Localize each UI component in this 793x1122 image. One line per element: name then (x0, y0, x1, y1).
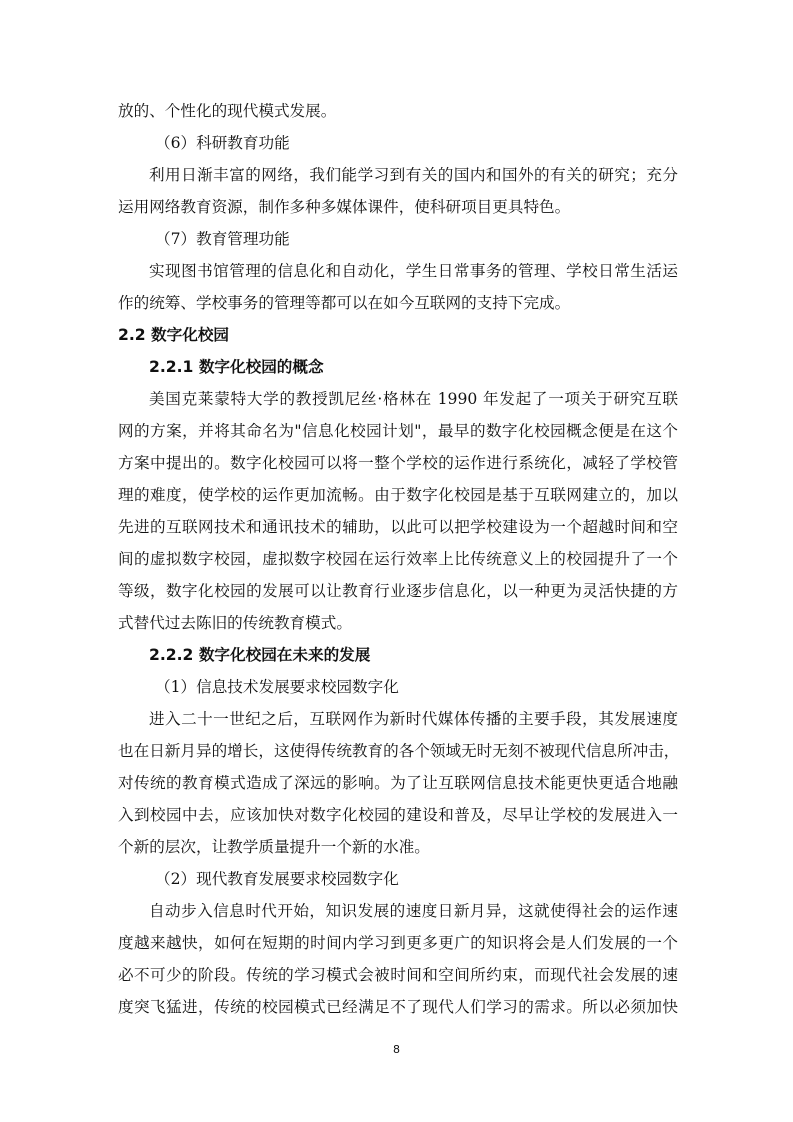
paragraph-line: 度突飞猛进，传统的校园模式已经满足不了现代人们学习的需求。所以必须加快 (118, 998, 678, 1016)
subsection-heading: 2.2.1 数字化校园的概念 (149, 358, 324, 376)
paragraph-line: 放的、个性化的现代模式发展。 (118, 102, 337, 120)
paragraph-line: 先进的互联网技术和通讯技术的辅助，以此可以把学校建设为一个超越时间和空 (118, 518, 678, 536)
paragraph-line: 利用日渐丰富的网络，我们能学习到有关的国内和国外的有关的研究；充分 (149, 166, 678, 184)
list-item-heading: （1）信息技术发展要求校园数字化 (155, 678, 399, 696)
paragraph-line: 个新的层次，让教学质量提升一个新的水准。 (118, 838, 430, 856)
list-item-heading: （2）现代教育发展要求校园数字化 (155, 870, 399, 888)
paragraph-line: 必不可少的阶段。传统的学习模式会被时间和空间所约束，而现代社会发展的速 (118, 966, 678, 984)
subsection-heading: 2.2.2 数字化校园在未来的发展 (149, 646, 371, 664)
paragraph-line: 也在日新月异的增长，这使得传统教育的各个领域无时无刻不被现代信息所冲击， (118, 742, 680, 760)
paragraph-line: 自动步入信息时代开始，知识发展的速度日新月异，这就使得社会的运作速 (149, 902, 678, 920)
paragraph-line: 对传统的教育模式造成了深远的影响。为了让互联网信息技术能更快更适合地融 (118, 774, 678, 792)
paragraph-line: 美国克莱蒙特大学的教授凯尼丝·格林在 1990 年发起了一项关于研究互联 (149, 390, 678, 408)
page-number: 8 (393, 1043, 400, 1056)
list-item-heading: （7）教育管理功能 (155, 230, 290, 248)
paragraph-line: 度越来越快，如何在短期的时间内学习到更多更广的知识将会是人们发展的一个 (118, 934, 678, 952)
paragraph-line: 式替代过去陈旧的传统教育模式。 (118, 614, 352, 632)
paragraph-line: 间的虚拟数字校园，虚拟数字校园在运行效率上比传统意义上的校园提升了一个 (118, 550, 678, 568)
list-item-heading: （6）科研教育功能 (155, 134, 290, 152)
paragraph-line: 方案中提出的。数字化校园可以将一整个学校的运作进行系统化，减轻了学校管 (118, 454, 678, 472)
paragraph-line: 等级，数字化校园的发展可以让教育行业逐步信息化，以一种更为灵活快捷的方 (118, 582, 678, 600)
paragraph-line: 理的难度，使学校的运作更加流畅。由于数字化校园是基于互联网建立的，加以 (118, 486, 678, 504)
paragraph-line: 运用网络教育资源，制作多种多媒体课件，使科研项目更具特色。 (118, 198, 571, 216)
section-heading: 2.2 数字化校园 (118, 326, 230, 344)
paragraph-line: 入到校园中去，应该加快对数字化校园的建设和普及，尽早让学校的发展进入一 (118, 806, 678, 824)
paragraph-line: 进入二十一世纪之后，互联网作为新时代媒体传播的主要手段，其发展速度 (149, 710, 678, 728)
paragraph-line: 网的方案，并将其命名为"信息化校园计划"，最早的数字化校园概念便是在这个 (118, 422, 678, 440)
paragraph-line: 实现图书馆管理的信息化和自动化，学生日常事务的管理、学校日常生活运 (149, 262, 678, 280)
paragraph-line: 作的统筹、学校事务的管理等都可以在如今互联网的支持下完成。 (118, 294, 571, 312)
